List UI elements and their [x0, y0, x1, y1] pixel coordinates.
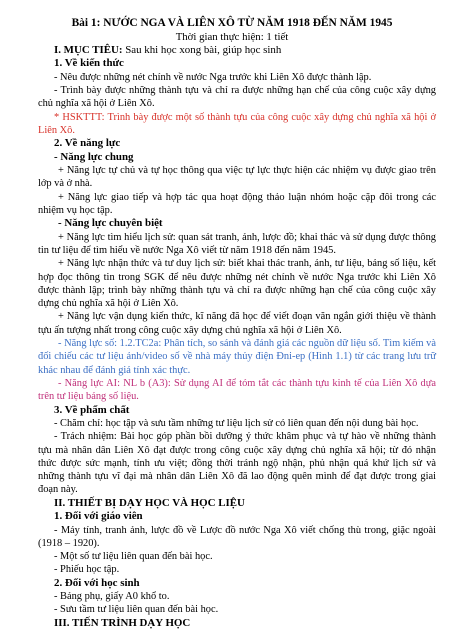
student-item-1: - Bảng phụ, giấy A0 khổ to.	[54, 591, 170, 603]
student-heading: 2. Đối với học sinh	[54, 576, 140, 589]
general-competency-heading: - Năng lực chung	[54, 150, 134, 163]
teaching-process-heading: III. TIẾN TRÌNH DẠY HỌC	[54, 616, 191, 629]
objectives-note: Sau khi học xong bài, giúp học sinh	[122, 44, 282, 56]
knowledge-item-1: - Nêu được những nét chính về nước Nga trước khi Liên Xô được thành lập.	[54, 71, 372, 83]
knowledge-heading: 1. Về kiến thức	[54, 57, 124, 70]
specific-competency-item-2: + Năng lực nhận thức và tư duy lịch sử: biết khai thác tranh, ảnh, tư liệu, bảng số liệu, kết hợp đọc thông tin trong SGK để nêu được những nét chính về nước Nga trước khi Liên Xô được thành lập; trình bày những thành tựu và chỉ ra được những hạn chế của công cuộc xây dựng chủ nghĩa xã hội ở Liên Xô.	[38, 258, 436, 310]
qualities-item-2: - Trách nhiệm: Bài học góp phần bồi dưỡng ý thức khâm phục và tự hào về những thành tựu mà nhân dân Liên Xô đạt được trong công cuộc xây dựng chủ nghĩa xã hội; từ đó nhận thức được sức mạnh, tính ưu việt; đồng thời tránh ngộ nhận, phủ nhận quá khứ lịch sử và những thành tựu vĩ đại mà nhân dân Liên Xô đã lao động quên mình để đạt được trong giai đoạn này.	[38, 431, 436, 496]
specific-competency-heading: - Năng lực chuyên biệt	[58, 217, 163, 230]
ai-competency: - Năng lực AI: NL b (A3): Sử dụng AI để tóm tắt các thành tựu kinh tế của Liên Xô dựa trên tư liệu bảng số liệu.	[38, 377, 436, 403]
general-competency-item-1: + Năng lực tự chủ và tự học thông qua việc tự lực thực hiện các nhiệm vụ được giao trên lớp và ở nhà.	[38, 165, 436, 190]
general-competency-item-2: + Năng lực giao tiếp và hợp tác qua hoạt động thảo luận nhóm hoặc cặp đôi trong các nhiệm vụ học tập.	[38, 191, 436, 216]
section-objectives-heading	[54, 44, 436, 57]
teacher-item-3: - Phiếu học tập.	[54, 564, 120, 576]
specific-competency-item-1: + Năng lực tìm hiểu lịch sử: quan sát tranh, ảnh, lược đồ; khai thác và sử dụng được thông tin tư liệu để tìm hiểu về nước Nga Xô viết từ năm 1918 đến năm 1945.	[38, 231, 436, 256]
lesson-duration: Thời gian thực hiện: 1 tiết	[175, 31, 289, 43]
digital-competency: - Năng lực số: 1.2.TC2a: Phân tích, so sánh và đánh giá các nguồn dữ liệu số. Tìm kiếm và đối chiếu các tư liệu ảnh/video số về nhà máy thủy điện Đni-ep (Hình 1.1) từ các trang lưu trữ khác nhau để đánh giá tính xác thực.	[38, 338, 436, 376]
qualities-heading: 3. Về phẩm chất	[54, 403, 130, 416]
teacher-heading: 1. Đối với giáo viên	[54, 510, 143, 523]
qualities-item-1: - Chăm chỉ: học tập và sưu tầm những tư liệu lịch sử có liên quan đến nội dung bài học.	[54, 417, 419, 429]
objectives-title: I. MỤC TIÊU:	[54, 44, 123, 56]
teacher-item-1: - Máy tính, tranh ảnh, lược đồ về Lược đồ nước Nga Xô viết chống thù trong, giặc ngoài (1918 – 1920).	[38, 524, 436, 549]
teacher-item-2: - Một số tư liệu liên quan đến bài học.	[54, 551, 213, 563]
student-item-2: - Sưu tầm tư liệu liên quan đến bài học.	[54, 604, 219, 616]
knowledge-item-2: - Trình bày được những thành tựu và chỉ ra được những hạn chế của công cuộc xây dựng chủ nghĩa xã hội ở Liên Xô.	[38, 85, 436, 110]
competency-heading: 2. Về năng lực	[54, 137, 121, 150]
specific-competency-item-3: + Năng lực vận dụng kiến thức, kĩ năng đã học để viết đoạn văn ngắn giới thiệu về thành tựu ấn tượng nhất trong công cuộc xây dựng chủ nghĩa xã hội ở Liên Xô.	[38, 311, 436, 336]
equipment-heading: II. THIẾT BỊ DẠY HỌC VÀ HỌC LIỆU	[54, 496, 245, 509]
hskttt-note: * HSKTTT: Trình bày được một số thành tựu của công cuộc xây dựng chủ nghĩa xã hội ở Liên Xô.	[38, 111, 436, 136]
lesson-title: Bài 1: NƯỚC NGA VÀ LIÊN XÔ TỪ NĂM 1918 ĐẾN NĂM 1945	[71, 17, 393, 29]
